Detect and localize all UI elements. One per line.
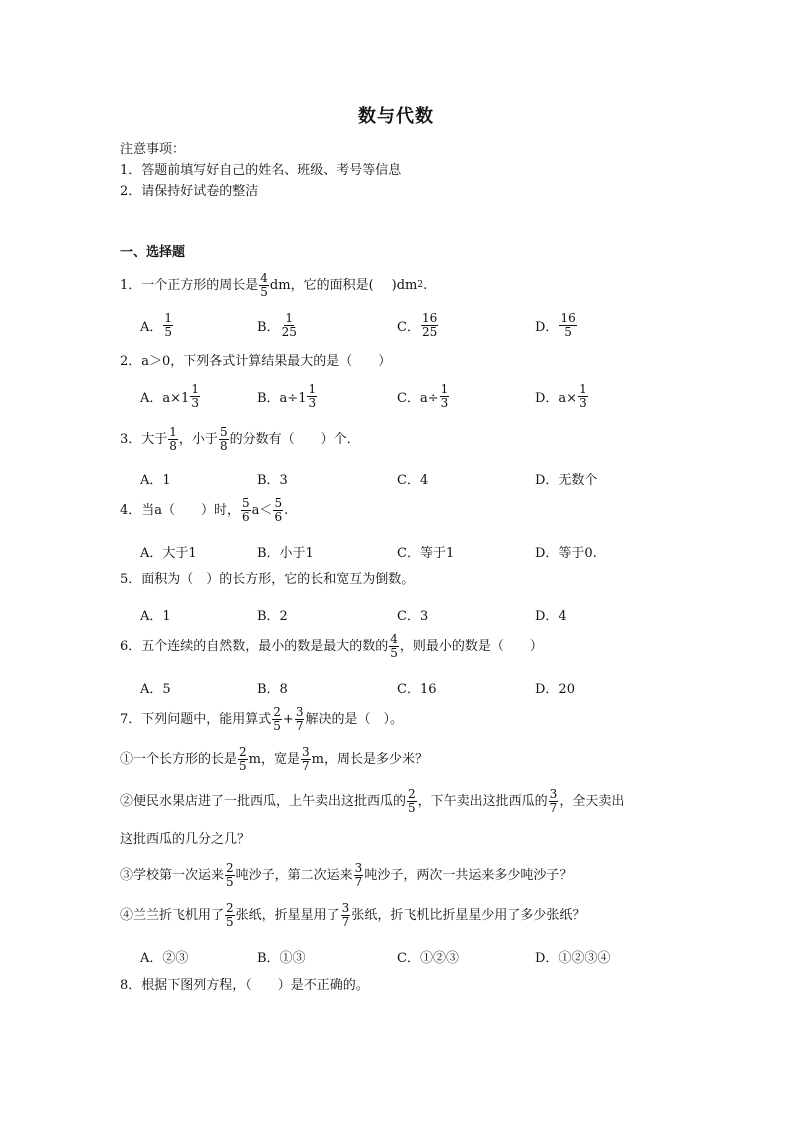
sub-question-3: ③学校第一次运来 $\frac{2}{5}$ 吨沙子，第二次运来 $\frac{3}{7}$ 吨沙子，两次一共运来多少吨沙子？	[120, 861, 573, 889]
fraction: $\frac{4}{5}$	[260, 271, 268, 299]
option-b[interactable]: B．8	[257, 682, 288, 697]
notes-item: 1．答题前填写好自己的姓名、班级、考号等信息	[120, 163, 402, 178]
option-c[interactable]: C．a÷ $\frac{1}{3}$	[397, 382, 449, 410]
section-heading: 一、选择题	[120, 245, 186, 260]
option-b[interactable]: B．3	[257, 473, 288, 488]
option-c[interactable]: C．等于1	[397, 546, 455, 561]
page-title: 数与代数	[358, 106, 434, 127]
fraction: $\frac{5}{6}$	[274, 496, 283, 524]
notes-item: 2．请保持好试卷的整洁	[120, 184, 259, 199]
option-a[interactable]: A．②③	[140, 951, 189, 966]
option-d[interactable]: D．无数个	[535, 473, 598, 488]
superscript: 2	[417, 279, 424, 290]
option-d[interactable]: D．等于0.	[535, 546, 597, 561]
option-b[interactable]: B．a÷1 $\frac{1}{3}$	[257, 382, 317, 410]
question-2: 2．a＞0，下列各式计算结果最大的是（ ）	[120, 354, 392, 369]
sub-question-2-cont: 这批西瓜的几分之几？	[120, 832, 251, 847]
option-b[interactable]: B． $\frac{1}{25}$	[257, 311, 297, 339]
option-d[interactable]: D． $\frac{16}{5}$	[535, 311, 576, 339]
option-a[interactable]: A．1	[140, 609, 171, 624]
option-b[interactable]: B．2	[257, 609, 288, 624]
option-c[interactable]: C．16	[397, 682, 437, 697]
option-d[interactable]: D．①②③④	[535, 951, 611, 966]
notes-heading: 注意事项：	[120, 142, 186, 157]
question-text: 1．一个正方形的周长是	[120, 277, 259, 293]
fraction: $\frac{4}{5}$	[390, 632, 398, 660]
option-b[interactable]: B．①③	[257, 951, 306, 966]
question-6: 6．五个连续的自然数，最小的数是最大的数的 $\frac{4}{5}$ ，则最小的数是（ ）	[120, 632, 543, 660]
option-a[interactable]: A．大于1	[140, 546, 197, 561]
option-d[interactable]: D．4	[535, 609, 567, 624]
question-7: 7．下列问题中，能用算式 $\frac{2}{5}$ + $\frac{3}{7}$ 解决的是（ ）。	[120, 705, 403, 733]
fraction: $\frac{5}{6}$	[242, 496, 250, 524]
sub-question-4: ④兰兰折飞机用了 $\frac{2}{5}$ 张纸，折星星用了 $\frac{3}{7}$ 张纸，折飞机比折星星少用了多少张纸？	[120, 901, 586, 929]
option-a[interactable]: A． $\frac{1}{5}$	[140, 311, 173, 339]
sub-question-2: ②便民水果店进了一批西瓜，上午卖出这批西瓜的 $\frac{2}{5}$ ，下午卖出这批西瓜的 $\frac{3}{7}$ ，全天卖出	[120, 787, 625, 815]
question-1	[120, 272, 427, 298]
question-4: 4．当a（ ）时， $\frac{5}{6}$ a＜ $\frac{5}{6}$ .	[120, 496, 289, 524]
option-d[interactable]: D．a× $\frac{1}{3}$	[535, 382, 587, 410]
sub-question-1: ①一个长方形的长是 $\frac{2}{5}$ m，宽是 $\frac{3}{7}$ m，周长是多少米？	[120, 745, 428, 773]
fraction: $\frac{1}{8}$	[169, 425, 177, 453]
option-c[interactable]: C．4	[397, 473, 429, 488]
question-text: )dm	[391, 277, 418, 293]
option-a[interactable]: A．a×1 $\frac{1}{3}$	[140, 382, 199, 410]
option-c[interactable]: C．3	[397, 609, 429, 624]
question-text: .	[423, 277, 428, 293]
question-text: dm，它的面积是(	[269, 277, 374, 293]
option-a[interactable]: A．1	[140, 473, 171, 488]
fraction: $\frac{2}{5}$	[273, 705, 281, 733]
fraction: $\frac{3}{7}$	[295, 705, 304, 733]
fraction: $\frac{5}{8}$	[219, 425, 228, 453]
option-b[interactable]: B．小于1	[257, 546, 314, 561]
option-d[interactable]: D．20	[535, 682, 575, 697]
question-3: 3．大于 $\frac{1}{8}$ ，小于 $\frac{5}{8}$ 的分数有（ ）个．	[120, 425, 360, 453]
option-c[interactable]: C． $\frac{16}{25}$	[397, 311, 438, 339]
option-c[interactable]: C．①②③	[397, 951, 459, 966]
question-5: 5．面积为（ ）的长方形，它的长和宽互为倒数。	[120, 572, 415, 587]
question-8: 8．根据下图列方程，（ ）是不正确的。	[120, 978, 369, 993]
option-a[interactable]: A．5	[140, 682, 171, 697]
